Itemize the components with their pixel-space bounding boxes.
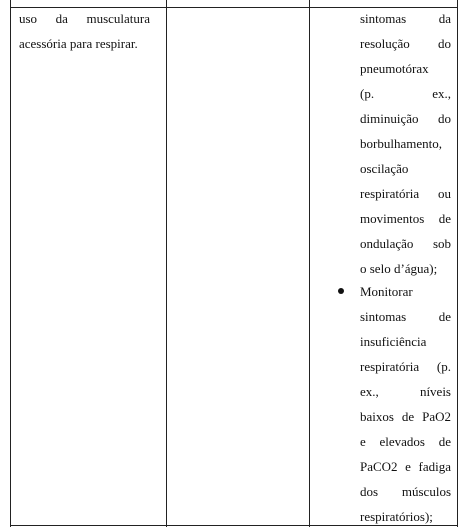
column-divider-2 [309, 0, 310, 527]
column-3-line: insuficiência [360, 334, 427, 349]
column-3-line: pneumotórax [360, 61, 429, 76]
column-3-line: oscilação [360, 161, 409, 176]
column-3-line: ondulação sob [360, 236, 451, 251]
bullet-point-icon [338, 288, 344, 294]
column-divider-1 [166, 0, 167, 527]
column-3-line: o selo d’água); [360, 261, 438, 276]
column-3-line: respiratória (p. [360, 359, 451, 374]
column-3-line: Monitorar [360, 284, 413, 299]
column-3-line: baixos de PaO2 [360, 409, 451, 424]
column-3-line: dos músculos [360, 484, 451, 499]
column-1-line: uso da musculatura [19, 11, 150, 26]
column-3-line: sintomas da [360, 11, 451, 26]
column-3-line: resolução do [360, 36, 451, 51]
column-3-item-1-text [360, 6, 451, 281]
column-3-line: (p. ex., [360, 86, 451, 101]
column-3-line: respiratórios); [360, 509, 433, 524]
column-3-item-2-text [360, 279, 451, 529]
column-3-line: movimentos de [360, 211, 451, 226]
column-3-line: borbulhamento, [360, 136, 442, 151]
column-1-cell-text [19, 6, 150, 56]
column-3-line: ex., níveis [360, 384, 451, 399]
column-1-line: acessória para respirar. [19, 36, 138, 51]
column-3-line: e elevados de [360, 434, 451, 449]
column-3-line: diminuição do [360, 111, 451, 126]
column-3-line: respiratória ou [360, 186, 451, 201]
column-3-line: sintomas de [360, 309, 451, 324]
column-3-line: PaCO2 e fadiga [360, 459, 451, 474]
